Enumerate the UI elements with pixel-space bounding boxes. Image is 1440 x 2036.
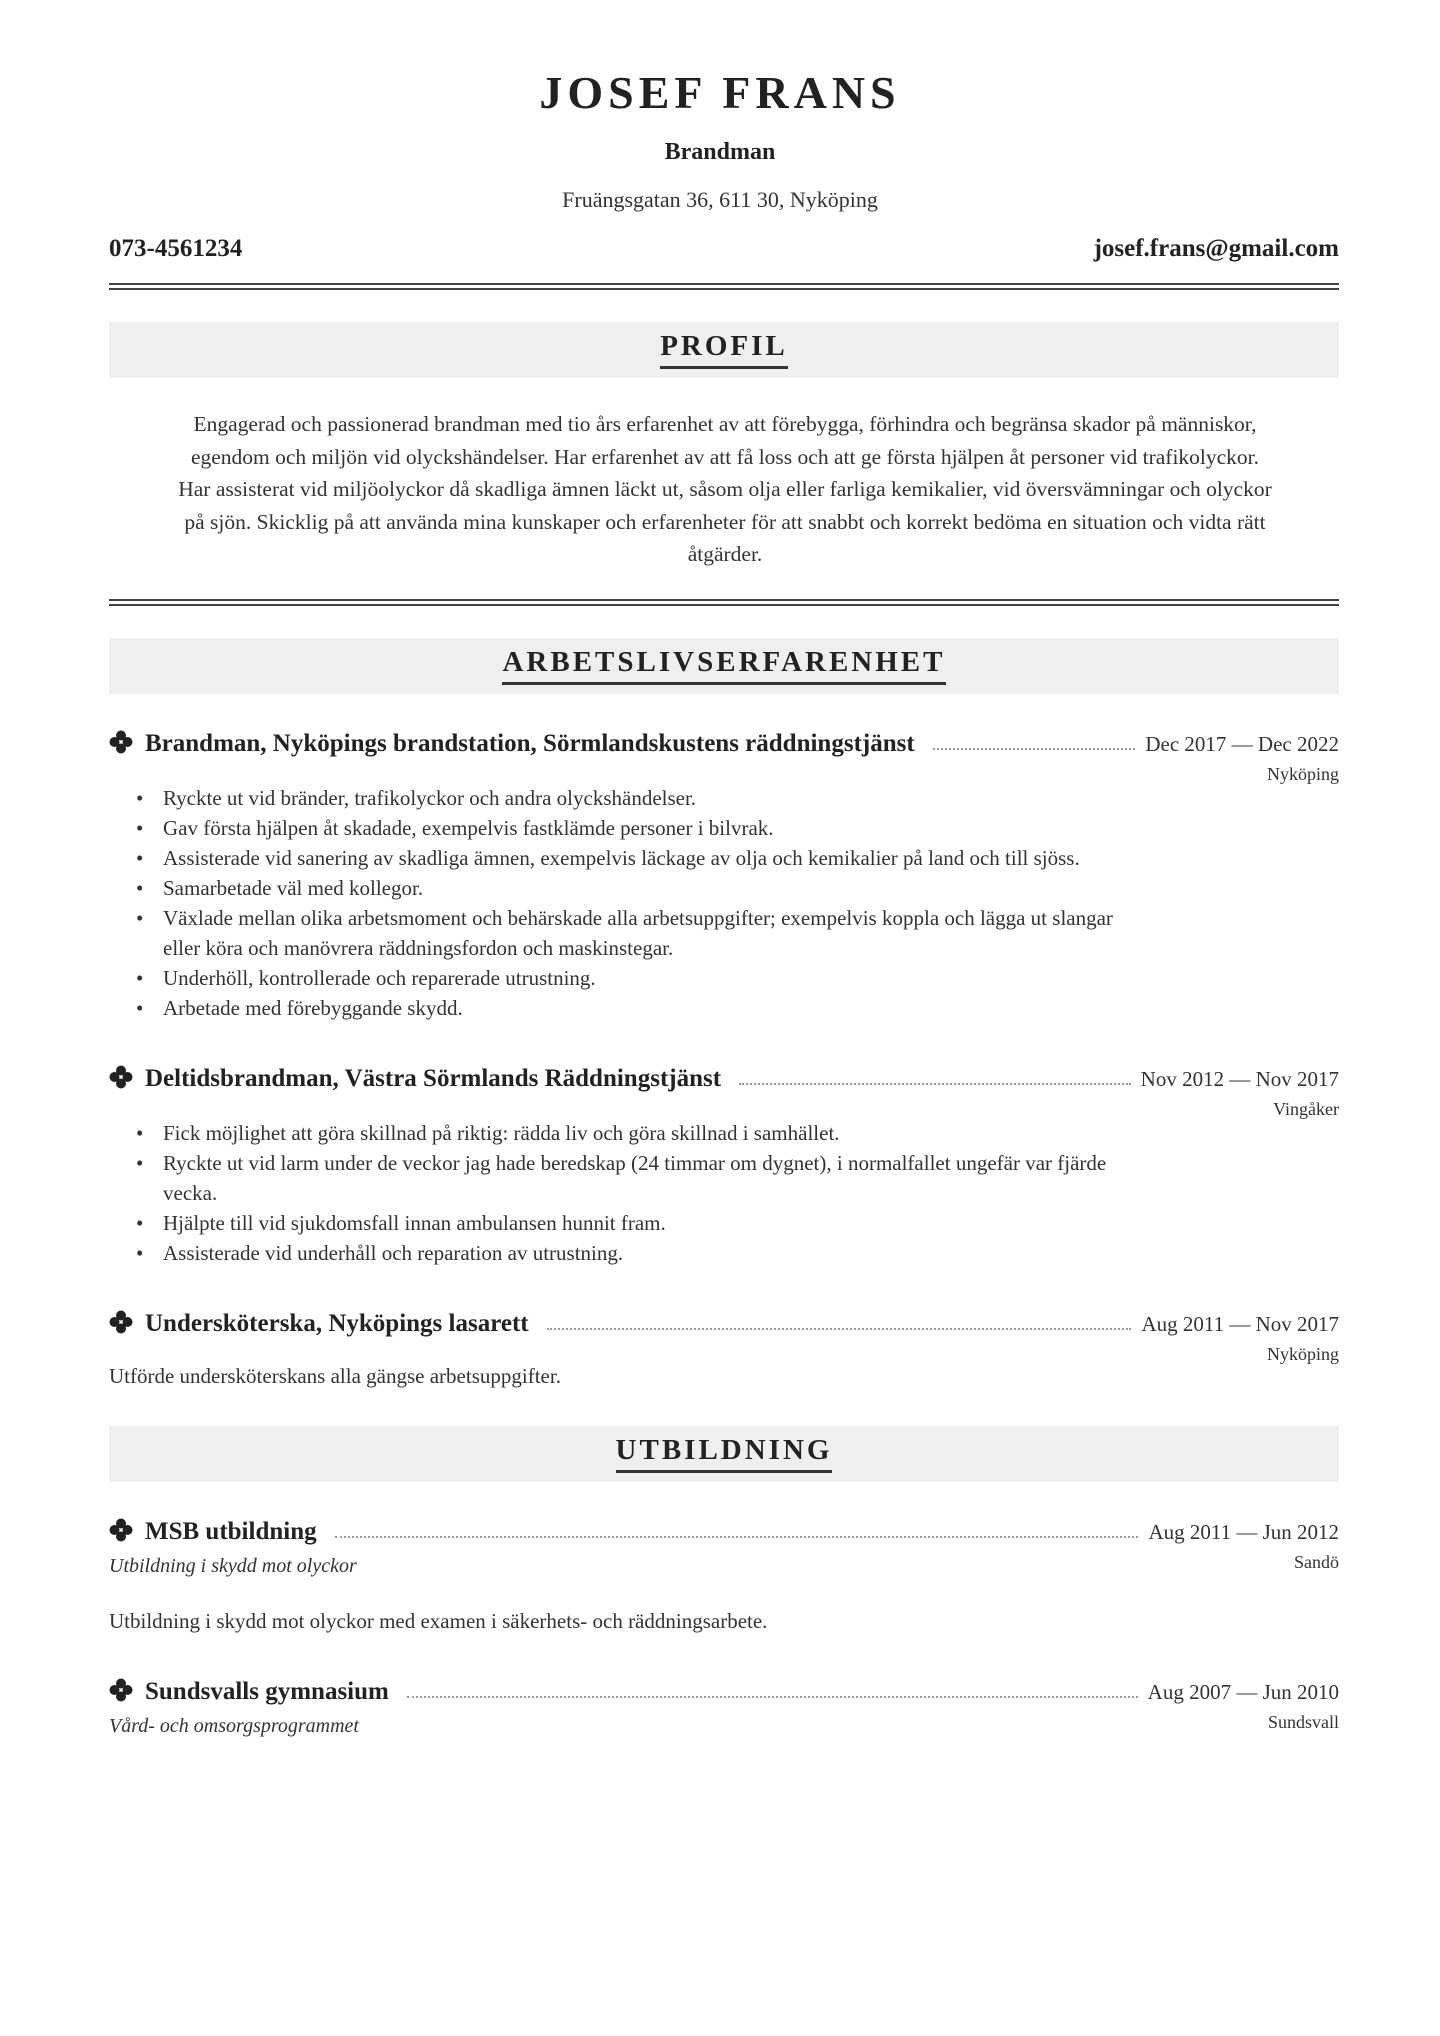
education-subtitle: Utbildning i skydd mot olyckor <box>109 1555 357 1577</box>
quatrefoil-icon <box>109 730 133 754</box>
quatrefoil-icon <box>109 1518 133 1542</box>
education-dates: Aug 2007 — Jun 2010 <box>1147 1680 1339 1704</box>
list-item: • Ryckte ut vid bränder, trafikolyckor och andra olyckshändelser. <box>163 783 1123 813</box>
list-item: • Assisterade vid underhåll och reparation av utrustning. <box>163 1238 1123 1268</box>
list-item: • Växlade mellan olika arbetsmoment och behärskade alla arbetsuppgifter; exempelvis koppla och lägga ut slangar eller köra och manövrera räddningsfordon och maskinstegar. <box>163 903 1123 963</box>
profile-divider <box>109 599 1339 606</box>
job-entry-header <box>109 724 1339 758</box>
dotted-leader <box>933 748 1136 750</box>
dotted-leader <box>547 1328 1132 1330</box>
job-dates: Nov 2012 — Nov 2017 <box>1140 1067 1339 1091</box>
education-heading: UTBILDNING <box>616 1434 833 1473</box>
experience-heading: ARBETSLIVSERFARENHET <box>502 646 945 685</box>
profile-line: Har assisterat vid miljöolyckor då skadliga ämnen läckt ut, såsom olja eller farliga kemikalier, vid översvämningar och olyckor <box>178 477 1272 501</box>
dotted-leader <box>739 1083 1131 1085</box>
dotted-leader <box>335 1536 1139 1538</box>
dotted-leader <box>407 1696 1138 1698</box>
education-dates: Aug 2011 — Jun 2012 <box>1148 1520 1339 1544</box>
job-location: Vingåker <box>1273 1099 1339 1119</box>
phone-number: 073-4561234 <box>109 235 243 262</box>
profile-line: åtgärder. <box>687 542 763 566</box>
job-title: Undersköterska, Nyköpings lasarett <box>145 1310 529 1337</box>
job-title: Brandman, Nyköpings brandstation, Sörmlandskustens räddningstjänst <box>145 730 915 757</box>
list-item: • Samarbetade väl med kollegor. <box>163 873 1123 903</box>
job-bullet-list <box>136 1118 1123 1268</box>
address: Fruängsgatan 36, 611 30, Nyköping <box>562 187 878 212</box>
profile-line: Engagerad och passionerad brandman med tio års erfarenhet av att förebygga, förhindra och begränsa skador på människor, <box>193 412 1257 436</box>
job-dates: Dec 2017 — Dec 2022 <box>1145 732 1339 756</box>
email-address: josef.frans@gmail.com <box>1093 235 1339 262</box>
education-entry-header <box>109 1672 1339 1706</box>
job-title: Deltidsbrandman, Västra Sörmlands Räddningstjänst <box>145 1065 722 1092</box>
education-location: Sundsvall <box>1267 1712 1339 1732</box>
list-item: • Arbetade med förebyggande skydd. <box>163 993 1123 1023</box>
job-dates: Aug 2011 — Nov 2017 <box>1141 1312 1339 1336</box>
quatrefoil-icon <box>109 1310 133 1334</box>
profile-line: egendom och miljön vid olyckshändelser. Har erfarenhet av att få loss och att ge första hjälpen åt personer vid trafikolyckor. <box>190 444 1260 469</box>
list-item: • Fick möjlighet att göra skillnad på riktig: rädda liv och göra skillnad i samhället. <box>163 1118 1123 1148</box>
education-location: Sandö <box>1294 1552 1339 1572</box>
job-bullet-list <box>136 783 1123 1023</box>
education-section-header <box>109 1426 1339 1482</box>
job-description: Utförde undersköterskans alla gängse arbetsuppgifter. <box>109 1364 561 1388</box>
education-entry-header <box>109 1512 1339 1546</box>
list-item: • Ryckte ut vid larm under de veckor jag hade beredskap (24 timmar om dygnet), i normalfallet ungefär var fjärde vecka. <box>163 1148 1123 1208</box>
profile-section-header <box>109 322 1339 378</box>
list-item: • Underhöll, kontrollerade och reparerade utrustning. <box>163 963 1123 993</box>
profile-heading: PROFIL <box>660 330 788 369</box>
job-entry-header <box>109 1304 1339 1338</box>
school-name: MSB utbildning <box>145 1518 317 1545</box>
job-location: Nyköping <box>1267 1344 1339 1364</box>
job-location: Nyköping <box>1267 764 1339 784</box>
quatrefoil-icon <box>109 1065 133 1089</box>
quatrefoil-icon <box>109 1678 133 1702</box>
school-name: Sundsvalls gymnasium <box>145 1678 389 1705</box>
experience-section-header <box>109 638 1339 694</box>
header-divider <box>109 283 1339 290</box>
profile-summary <box>130 408 1320 571</box>
candidate-name: JOSEF FRANS <box>539 67 901 118</box>
profile-line: på sjön. Skicklig på att använda mina kunskaper och erfarenheter för att snabbt och korrekt bedöma en situation och vidta rätt <box>184 509 1266 534</box>
list-item: • Gav första hjälpen åt skadade, exempelvis fastklämde personer i bilvrak. <box>163 813 1123 843</box>
list-item: • Hjälpte till vid sjukdomsfall innan ambulansen hunnit fram. <box>163 1208 1123 1238</box>
education-subtitle: Vård- och omsorgsprogrammet <box>109 1715 359 1737</box>
education-description: Utbildning i skydd mot olyckor med examen i säkerhets- och räddningsarbete. <box>109 1609 768 1633</box>
list-item: • Assisterade vid sanering av skadliga ämnen, exempelvis läckage av olja och kemikalier på land och till sjöss. <box>163 843 1123 873</box>
job-entry-header <box>109 1059 1339 1093</box>
candidate-title: Brandman <box>664 139 776 165</box>
